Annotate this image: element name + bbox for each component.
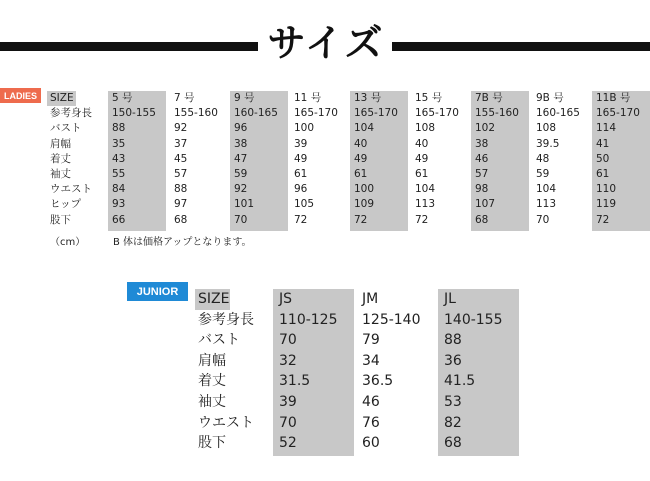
- ladies-value-cell: 46: [475, 152, 489, 165]
- ladies-value-cell: 101: [234, 198, 255, 211]
- ladies-value-cell: 35: [112, 137, 126, 150]
- junior-row-label: 股下: [198, 435, 226, 452]
- ladies-value-cell: 49: [354, 152, 368, 165]
- ladies-value-cell: 43: [112, 152, 126, 165]
- junior-value-cell: 76: [362, 414, 380, 431]
- ladies-value-cell: 150-155: [112, 107, 156, 120]
- ladies-value-cell: 155-160: [475, 107, 519, 120]
- ladies-value-cell: 114: [596, 122, 617, 135]
- junior-value-cell: 125-140: [362, 311, 421, 328]
- junior-value-cell: 110-125: [279, 311, 338, 328]
- ladies-value-cell: 108: [415, 122, 436, 135]
- junior-value-cell: 60: [362, 435, 380, 452]
- ladies-size-header: 9B 号: [536, 92, 564, 104]
- ladies-value-cell: 88: [174, 183, 188, 196]
- ladies-value-cell: 61: [294, 168, 308, 180]
- ladies-size-header: 15 号: [415, 92, 443, 104]
- ladies-size-header: 11 号: [294, 92, 322, 104]
- ladies-value-cell: 100: [294, 122, 315, 135]
- ladies-value-cell: 41: [596, 137, 610, 150]
- junior-value-cell: 88: [444, 332, 462, 349]
- junior-value-cell: 53: [444, 394, 462, 410]
- junior-row-label: 着丈: [198, 373, 226, 390]
- page-title: サイズ: [267, 21, 385, 65]
- ladies-value-cell: 49: [415, 152, 429, 165]
- ladies-value-cell: 37: [174, 137, 188, 150]
- junior-value-cell: 70: [279, 332, 297, 349]
- ladies-value-cell: 165-170: [294, 107, 338, 120]
- ladies-value-cell: 165-170: [415, 107, 459, 120]
- ladies-value-cell: 66: [112, 213, 126, 226]
- ladies-value-cell: 72: [294, 213, 308, 226]
- b-size-note: B 体は価格アップとなります。: [113, 237, 252, 248]
- junior-value-cell: 31.5: [279, 373, 311, 390]
- junior-value-cell: 140-155: [444, 311, 503, 328]
- ladies-size-label: SIZE: [50, 92, 74, 104]
- junior-value-cell: 41.5: [444, 373, 476, 390]
- ladies-value-cell: 39.5: [536, 137, 560, 150]
- junior-value-cell: 70: [279, 414, 297, 431]
- ladies-value-cell: 165-170: [596, 107, 640, 120]
- ladies-value-cell: 40: [415, 137, 429, 150]
- ladies-value-cell: 50: [596, 152, 610, 165]
- ladies-value-cell: 70: [234, 213, 248, 226]
- junior-size-header: JS: [279, 291, 293, 307]
- junior-row-label: 肩幅: [198, 352, 226, 369]
- ladies-row-label: 参考身長: [50, 107, 92, 120]
- ladies-value-cell: 49: [294, 152, 308, 165]
- ladies-row-label: バスト: [50, 122, 82, 135]
- ladies-value-cell: 104: [536, 183, 557, 196]
- ladies-row-label: 袖丈: [50, 168, 71, 180]
- ladies-value-cell: 57: [174, 168, 188, 180]
- ladies-value-cell: 72: [596, 213, 610, 226]
- ladies-value-cell: 107: [475, 198, 496, 211]
- ladies-value-cell: 109: [354, 198, 375, 211]
- junior-size-label: SIZE: [198, 291, 230, 307]
- ladies-value-cell: 93: [112, 198, 126, 211]
- junior-value-cell: 82: [444, 414, 462, 431]
- junior-value-cell: 68: [444, 435, 462, 452]
- ladies-value-cell: 113: [536, 198, 557, 211]
- ladies-value-cell: 113: [415, 198, 436, 211]
- ladies-value-cell: 110: [596, 183, 617, 196]
- ladies-row-label: 肩幅: [50, 137, 71, 150]
- title-bar-left: [0, 42, 258, 51]
- ladies-value-cell: 96: [234, 122, 248, 135]
- ladies-value-cell: 47: [234, 152, 248, 165]
- ladies-row-label: 着丈: [50, 152, 71, 165]
- ladies-value-cell: 92: [174, 122, 188, 135]
- ladies-value-cell: 119: [596, 198, 617, 211]
- junior-value-cell: 39: [279, 394, 297, 410]
- ladies-row-label: ヒップ: [50, 198, 82, 211]
- ladies-value-cell: 70: [536, 213, 550, 226]
- junior-row-label: 袖丈: [198, 394, 226, 410]
- junior-badge: JUNIOR: [127, 282, 188, 301]
- ladies-value-cell: 160-165: [234, 107, 278, 120]
- ladies-value-cell: 59: [234, 168, 248, 180]
- ladies-value-cell: 72: [415, 213, 429, 226]
- junior-row-label: 参考身長: [198, 311, 254, 328]
- ladies-value-cell: 104: [354, 122, 375, 135]
- ladies-value-cell: 88: [112, 122, 126, 135]
- junior-value-cell: 36: [444, 352, 462, 369]
- ladies-badge: LADIES: [0, 88, 41, 103]
- junior-size-header: JM: [362, 291, 379, 307]
- ladies-value-cell: 38: [475, 137, 489, 150]
- ladies-value-cell: 84: [112, 183, 126, 196]
- junior-row-label: ウエスト: [198, 414, 254, 431]
- ladies-size-header: 5 号: [112, 92, 133, 104]
- ladies-value-cell: 59: [536, 168, 550, 180]
- junior-value-cell: 32: [279, 352, 297, 369]
- ladies-row-label: ウエスト: [50, 183, 92, 196]
- ladies-value-cell: 96: [294, 183, 308, 196]
- ladies-value-cell: 165-170: [354, 107, 398, 120]
- ladies-value-cell: 45: [174, 152, 188, 165]
- junior-row-label: バスト: [198, 332, 240, 349]
- junior-value-cell: 46: [362, 394, 380, 410]
- unit-note: （cm）: [50, 237, 86, 248]
- ladies-value-cell: 105: [294, 198, 315, 211]
- ladies-row-label: 股下: [50, 213, 71, 226]
- ladies-value-cell: 68: [475, 213, 489, 226]
- ladies-value-cell: 72: [354, 213, 368, 226]
- ladies-size-header: 7 号: [174, 92, 195, 104]
- junior-value-cell: 36.5: [362, 373, 394, 390]
- junior-value-cell: 79: [362, 332, 380, 349]
- ladies-value-cell: 48: [536, 152, 550, 165]
- ladies-value-cell: 39: [294, 137, 308, 150]
- ladies-value-cell: 38: [234, 137, 248, 150]
- ladies-size-header: 9 号: [234, 92, 255, 104]
- ladies-value-cell: 100: [354, 183, 375, 196]
- ladies-size-header: 11B 号: [596, 92, 631, 104]
- ladies-size-header: 7B 号: [475, 92, 503, 104]
- ladies-size-header: 13 号: [354, 92, 382, 104]
- ladies-value-cell: 102: [475, 122, 496, 135]
- ladies-value-cell: 160-165: [536, 107, 580, 120]
- junior-value-cell: 52: [279, 435, 297, 452]
- ladies-value-cell: 57: [475, 168, 489, 180]
- ladies-value-cell: 68: [174, 213, 188, 226]
- junior-size-header: JL: [444, 291, 456, 307]
- ladies-value-cell: 55: [112, 168, 126, 180]
- junior-value-cell: 34: [362, 352, 380, 369]
- ladies-value-cell: 108: [536, 122, 557, 135]
- ladies-value-cell: 61: [596, 168, 610, 180]
- ladies-value-cell: 104: [415, 183, 436, 196]
- ladies-value-cell: 61: [354, 168, 368, 180]
- ladies-value-cell: 61: [415, 168, 429, 180]
- ladies-value-cell: 92: [234, 183, 248, 196]
- ladies-value-cell: 98: [475, 183, 489, 196]
- ladies-value-cell: 155-160: [174, 107, 218, 120]
- ladies-value-cell: 97: [174, 198, 188, 211]
- title-bar-right: [392, 42, 650, 51]
- ladies-value-cell: 40: [354, 137, 368, 150]
